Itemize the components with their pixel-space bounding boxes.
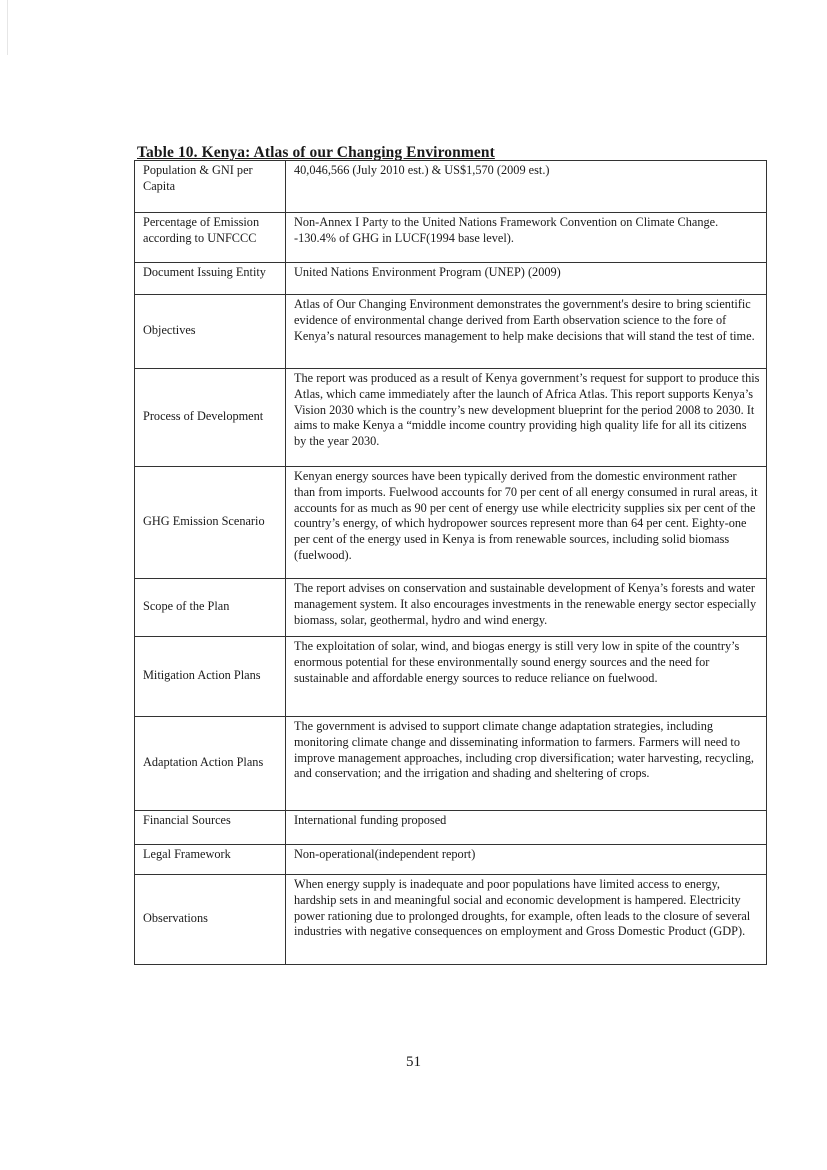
row-value: When energy supply is inadequate and poor populations have limited access to energy, hardship sets in and meaningful social and economic development is hampered. Electricity power rationing due to prolonged droughts, for example, often leads to the closure of several industries with negative consequences on employment and Gross Domestic Product (GDP).: [286, 875, 767, 965]
row-value: The report advises on conservation and sustainable development of Kenya’s forests and water management system. It also encourages investments in the renewable energy sector especially biomass, solar, geothermal, hydro and wind energy.: [286, 579, 767, 637]
table-row: [135, 637, 767, 717]
row-value: Non-Annex I Party to the United Nations Framework Convention on Climate Change. -130.4% of GHG in LUCF(1994 base level).: [286, 213, 767, 263]
table-row: [135, 579, 767, 637]
page-number: 51: [406, 1054, 421, 1070]
row-label: Process of Development: [135, 369, 286, 467]
table-row: [135, 161, 767, 213]
row-label: Adaptation Action Plans: [135, 717, 286, 811]
row-label: Financial Sources: [135, 811, 286, 845]
row-value: Kenyan energy sources have been typically derived from the domestic environment rather than from imports. Fuelwood accounts for 70 per cent of all energy consumed in rural areas, it accounts for as much as 90 per cent of energy use while electricity supplies six per cent of the country’s energy, of which hydropower sources represent more than 64 per cent. Eighty-one per cent of the energy used in Kenya is from renewable sources, including solid biomass (fuelwood).: [286, 467, 767, 579]
page-edge: [7, 0, 8, 55]
row-value: Atlas of Our Changing Environment demonstrates the government's desire to bring scientific evidence of environmental change derived from Earth observation science to the fore of Kenya’s natural resources management to help make decisions that will stand the test of time.: [286, 295, 767, 369]
table-row: [135, 717, 767, 811]
row-value: Non-operational(independent report): [286, 845, 767, 875]
table-row: [135, 295, 767, 369]
row-label: GHG Emission Scenario: [135, 467, 286, 579]
table-row: [135, 875, 767, 965]
row-label: Legal Framework: [135, 845, 286, 875]
row-label: Mitigation Action Plans: [135, 637, 286, 717]
table-row: [135, 213, 767, 263]
row-value: The exploitation of solar, wind, and biogas energy is still very low in spite of the country’s enormous potential for these environmentally sound energy sources and the need for sustainable and affordable energy sources to reduce reliance on fuelwood.: [286, 637, 767, 717]
table-row: [135, 369, 767, 467]
atlas-table: [134, 160, 767, 965]
row-label: Population & GNI per Capita: [135, 161, 286, 213]
table-row: [135, 811, 767, 845]
table-title: Table 10. Kenya: Atlas of our Changing Environment: [137, 144, 495, 161]
row-label: Scope of the Plan: [135, 579, 286, 637]
row-label: Document Issuing Entity: [135, 263, 286, 295]
row-value: The government is advised to support climate change adaptation strategies, including monitoring climate change and disseminating information to farmers. Farmers will need to improve management approaches, including crop diversification; water harvesting, recycling, and conservation; and the irrigation and shading and sheltering of crops.: [286, 717, 767, 811]
row-label: Percentage of Emission according to UNFCCC: [135, 213, 286, 263]
table-row: [135, 467, 767, 579]
row-value: United Nations Environment Program (UNEP) (2009): [286, 263, 767, 295]
table-row: [135, 845, 767, 875]
row-value: 40,046,566 (July 2010 est.) & US$1,570 (2009 est.): [286, 161, 767, 213]
row-label: Observations: [135, 875, 286, 965]
table-row: [135, 263, 767, 295]
row-value: International funding proposed: [286, 811, 767, 845]
row-label: Objectives: [135, 295, 286, 369]
row-value: The report was produced as a result of Kenya government’s request for support to produce this Atlas, which came immediately after the launch of Africa Atlas. This report supports Kenya’s Vision 2030 which is the country’s new development blueprint for the period 2008 to 2030. It aims to make Kenya a “middle income country providing high quality life for all its citizens by the year 2030.: [286, 369, 767, 467]
